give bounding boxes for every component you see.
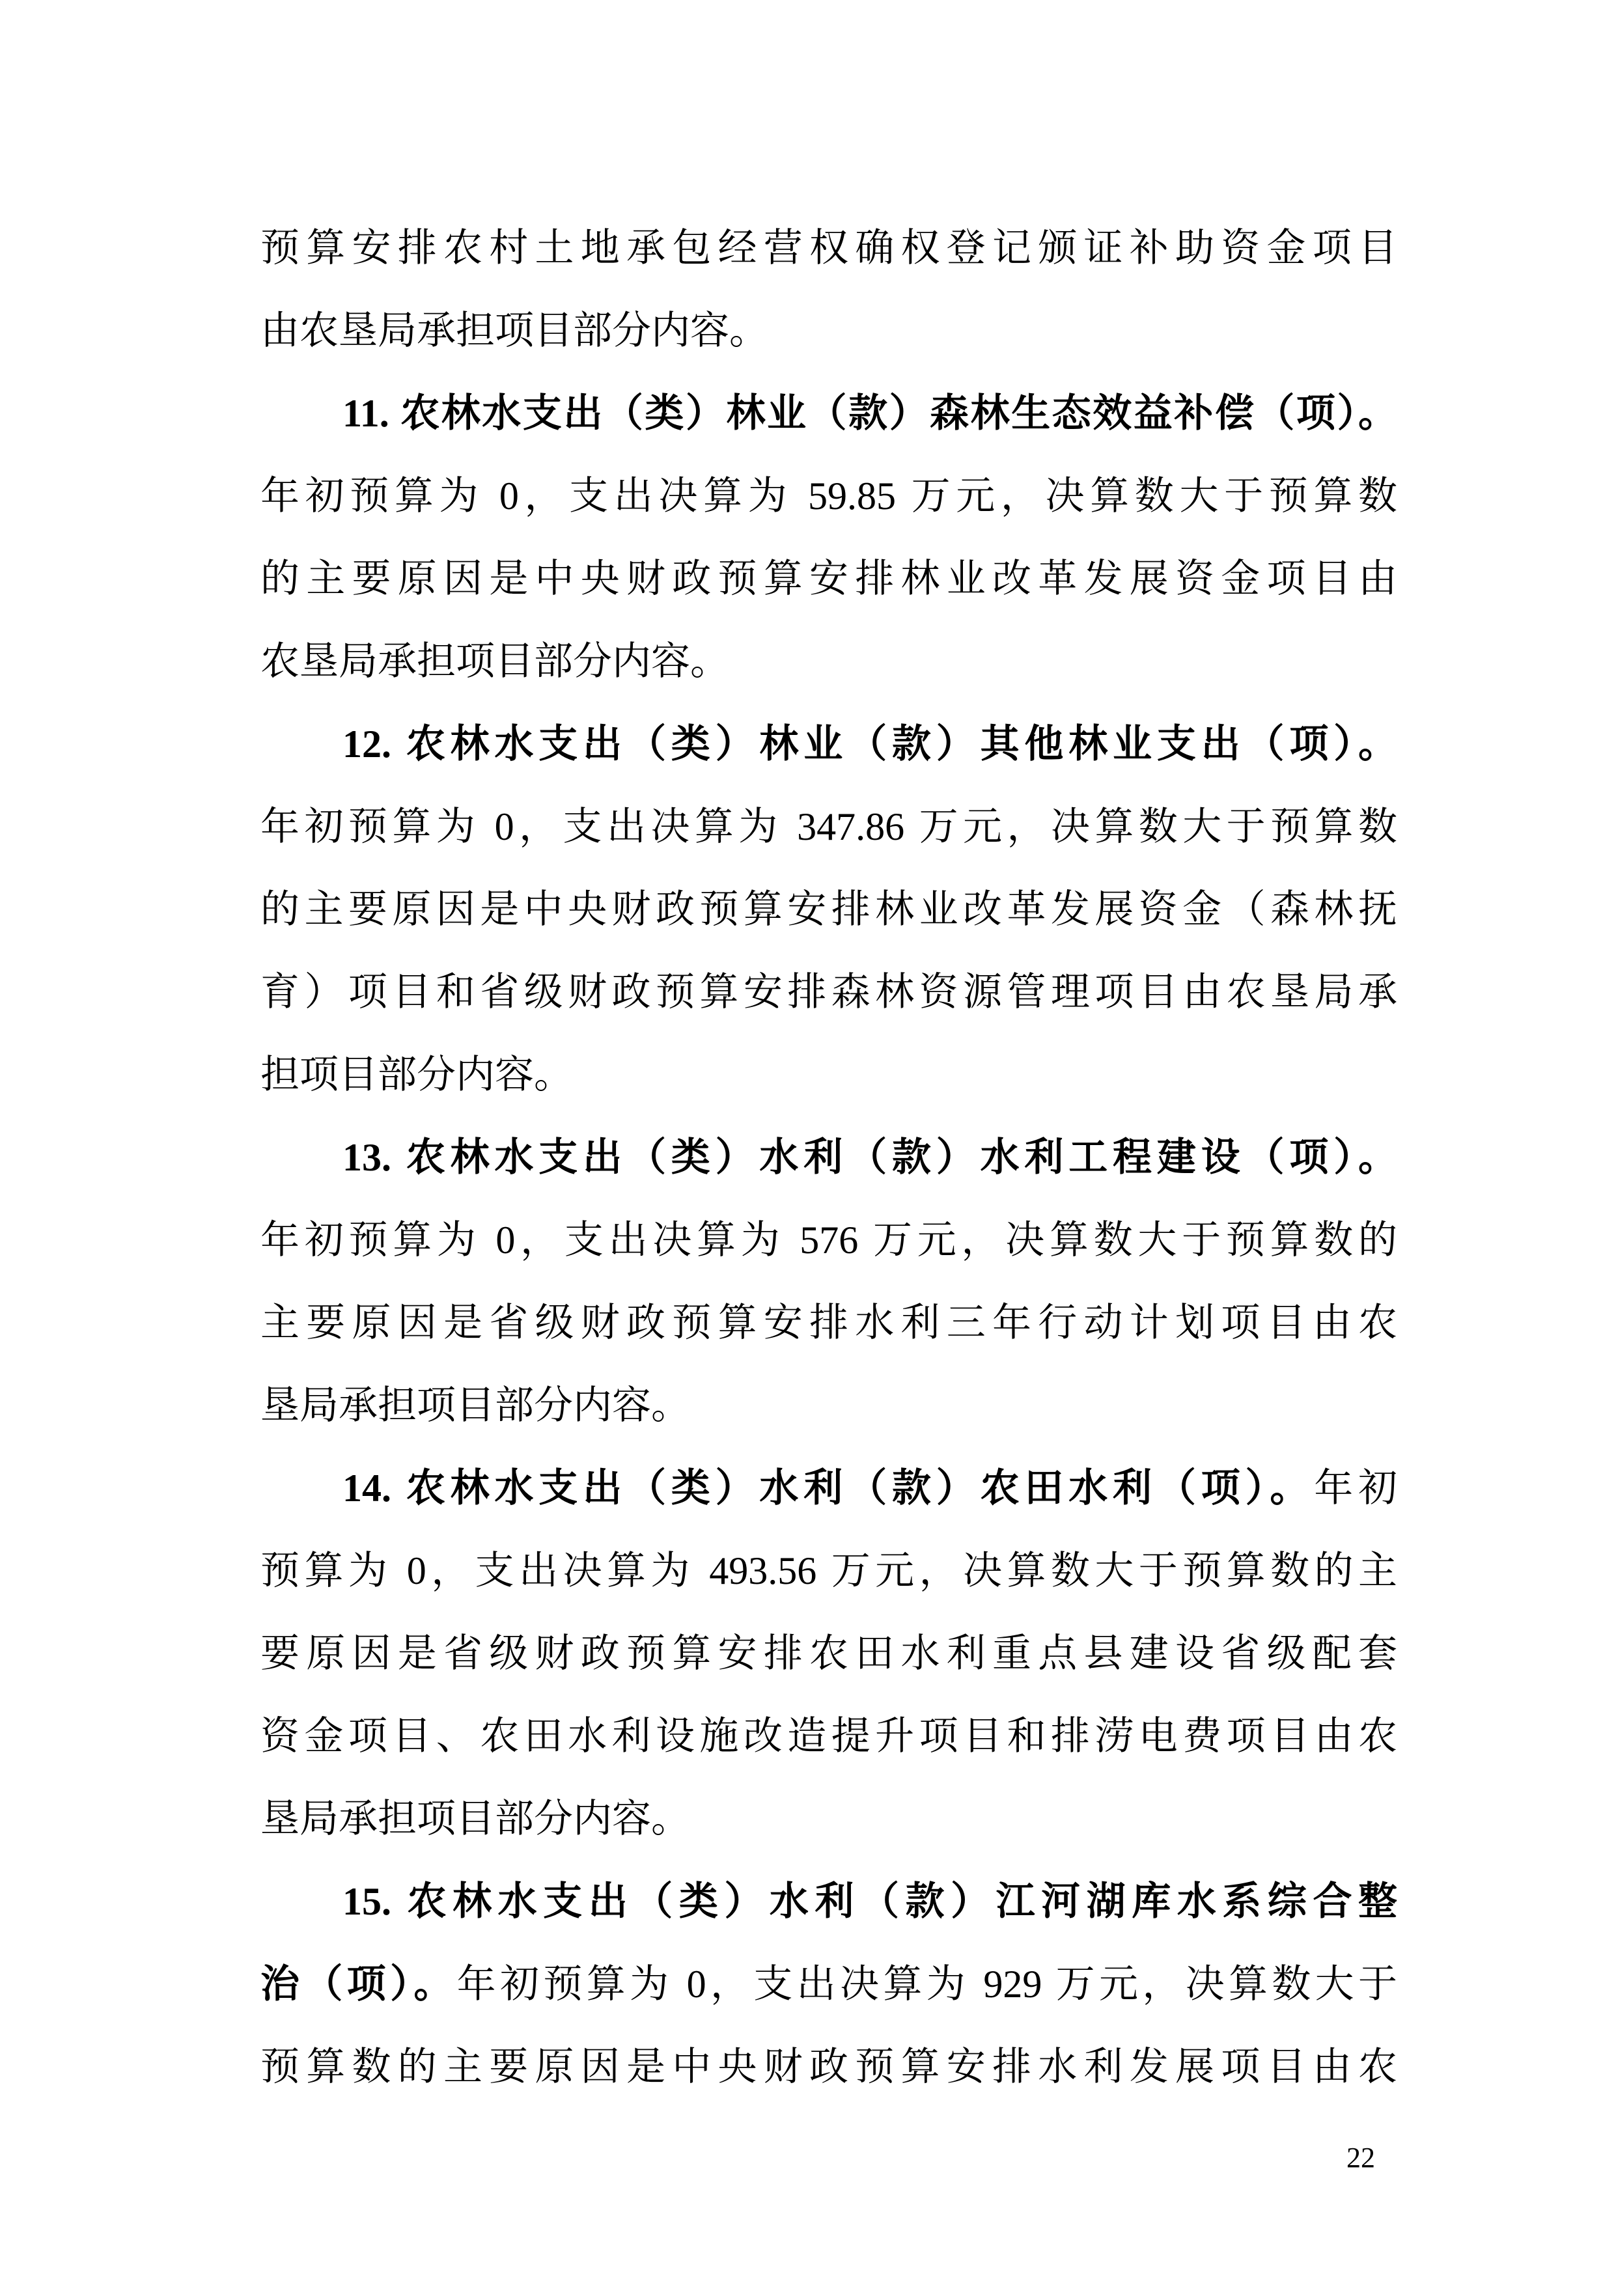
heading-run: 14. 农林水支出（类）水利（款）农田水利（项）。: [342, 1467, 1315, 1510]
text-line: [260, 1860, 1397, 1943]
text-line: [260, 1116, 1397, 1199]
body-run: 农垦局承担项目部分内容。: [260, 640, 729, 683]
body-run: 预算安排农村土地承包经营权确权登记颁证补助资金项目: [260, 227, 1397, 270]
text-line: [260, 1447, 1397, 1530]
page-footer: [260, 2142, 1397, 2174]
text-line: [260, 1943, 1397, 2026]
heading-run: 11. 农林水支出（类）林业（款）森林生态效益补偿（项）。: [342, 392, 1397, 435]
body-run: 年初: [1314, 1467, 1398, 1510]
text-line: [260, 868, 1397, 951]
heading-run: 15. 农林水支出（类）水利（款）江河湖库水系综合整: [342, 1880, 1397, 1923]
body-run: 担项目部分内容。: [260, 1053, 573, 1096]
text-line: [260, 455, 1397, 538]
heading-run: 治（项）。: [260, 1963, 457, 2006]
text-line: [260, 703, 1397, 786]
body-run: 预算数的主要原因是中央财政预算安排水利发展项目由农: [260, 2045, 1397, 2088]
text-line: [260, 372, 1397, 455]
body-run: 由农垦局承担项目部分内容。: [260, 309, 768, 352]
text-line: [260, 1199, 1397, 1282]
body-run: 预算为 0，支出决算为 493.56 万元，决算数大于预算数的主: [260, 1549, 1397, 1592]
body-run: 年初预算为 0，支出决算为 929 万元，决算数大于: [456, 1963, 1398, 2006]
body-run: 资金项目、农田水利设施改造提升项目和排涝电费项目由农: [260, 1715, 1397, 1758]
text-line: [260, 1695, 1397, 1778]
body-run: 垦局承担项目部分内容。: [260, 1797, 690, 1840]
text-line: [260, 1034, 1397, 1116]
text-line: [260, 2026, 1397, 2109]
body-run: 的主要原因是中央财政预算安排林业改革发展资金项目由: [260, 557, 1397, 600]
text-line: [260, 1364, 1397, 1447]
body-run: 垦局承担项目部分内容。: [260, 1384, 690, 1427]
heading-run: 13. 农林水支出（类）水利（款）水利工程建设（项）。: [342, 1136, 1397, 1179]
text-line: [260, 951, 1397, 1034]
text-line: [260, 1530, 1397, 1612]
heading-run: 12. 农林水支出（类）林业（款）其他林业支出（项）。: [342, 723, 1397, 766]
document-body: [260, 207, 1397, 2109]
text-line: [260, 538, 1397, 620]
body-run: 年初预算为 0，支出决算为 59.85 万元，决算数大于预算数: [260, 475, 1397, 518]
text-line: [260, 1612, 1397, 1695]
page-number: 22: [1346, 2142, 1375, 2174]
body-run: 年初预算为 0，支出决算为 576 万元，决算数大于预算数的: [260, 1219, 1397, 1262]
text-line: [260, 1282, 1397, 1364]
body-run: 要原因是省级财政预算安排农田水利重点县建设省级配套: [260, 1632, 1397, 1675]
body-run: 育）项目和省级财政预算安排森林资源管理项目由农垦局承: [260, 971, 1397, 1014]
body-run: 的主要原因是中央财政预算安排林业改革发展资金（森林抚: [260, 888, 1397, 931]
text-line: [260, 620, 1397, 703]
body-run: 年初预算为 0，支出决算为 347.86 万元，决算数大于预算数: [260, 805, 1397, 848]
body-run: 主要原因是省级财政预算安排水利三年行动计划项目由农: [260, 1301, 1397, 1344]
text-line: [260, 786, 1397, 868]
text-line: [260, 290, 1397, 372]
text-line: [260, 207, 1397, 290]
text-line: [260, 1778, 1397, 1860]
